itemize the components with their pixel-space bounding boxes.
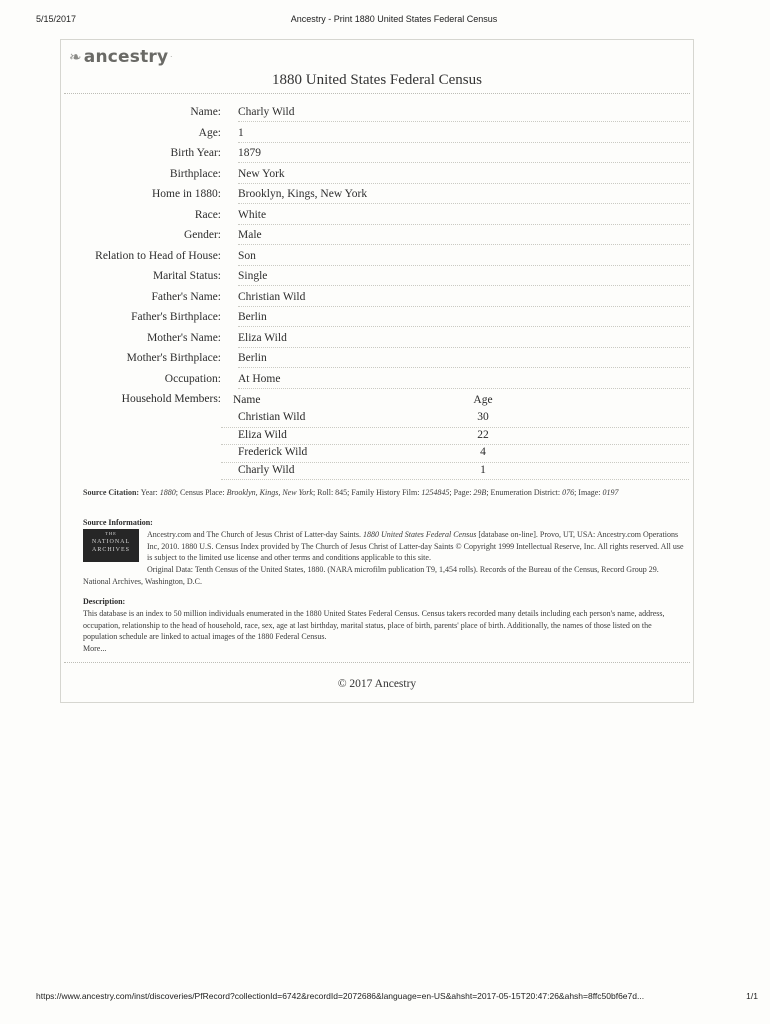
- field-value: Single: [238, 270, 690, 286]
- field-row: [61, 247, 693, 268]
- household-table: [221, 393, 689, 480]
- household-member-row: [221, 445, 689, 463]
- divider: [64, 93, 690, 94]
- source-info-text: Ancestry.com and The Church of Jesus Christ of Latter-day Saints. 1880 United States Federal Census [database on-line]. Provo, UT, USA: Ancestry.com Operations Inc, 2010. 1880 U.S. Census Index provided by The Church of Jesus Christ of Latter-day Saints © Copyright 1999 Intellectual Reserve, Inc. All rights reserved. All use is subject to the limited use license and other terms and conditions applicable to this site.: [147, 530, 684, 562]
- field-row: [61, 103, 693, 124]
- field-label: Name:: [190, 106, 221, 118]
- field-value: 1: [238, 127, 690, 143]
- field-label: Race:: [194, 208, 221, 221]
- field-value: Christian Wild: [238, 291, 690, 307]
- citation-film: 1254845: [421, 488, 450, 497]
- household-member-row: [221, 428, 689, 446]
- citation-image-label: ; Image:: [574, 488, 603, 497]
- field-row: [61, 144, 693, 165]
- field-value: Berlin: [238, 352, 690, 368]
- field-value: Berlin: [238, 311, 690, 327]
- field-row: [61, 349, 693, 370]
- household-member-row: [221, 410, 689, 428]
- household-col-name: Name: [233, 394, 261, 406]
- citation-place-label: ; Census Place:: [175, 488, 225, 497]
- print-header: [36, 14, 752, 28]
- field-label: Birthplace:: [169, 167, 221, 180]
- field-row: [61, 370, 693, 391]
- member-name[interactable]: Frederick Wild: [238, 446, 308, 458]
- print-date: 5/15/2017: [36, 14, 77, 24]
- field-row: [61, 185, 693, 206]
- field-row: [61, 124, 693, 145]
- field-label: Birth Year:: [170, 147, 221, 159]
- field-value: At Home: [238, 373, 690, 389]
- logo-wordmark: ancestry: [83, 47, 169, 67]
- citation-page-label: ; Page:: [449, 488, 474, 497]
- member-name[interactable]: Charly Wild: [238, 463, 295, 476]
- member-name[interactable]: Christian Wild: [238, 411, 306, 423]
- database-title: 1880 United States Federal Census: [363, 530, 477, 539]
- logo-tm: ·: [170, 53, 173, 61]
- field-label: Home in 1880:: [152, 188, 221, 200]
- member-age: 4: [480, 446, 486, 458]
- field-row: [61, 329, 693, 350]
- member-name[interactable]: Eliza Wild: [238, 428, 287, 441]
- citation-year: 1880: [159, 488, 176, 497]
- field-label: Gender:: [183, 229, 221, 241]
- field-row: [61, 288, 693, 309]
- print-page-title: Ancestry - Print 1880 United States Federal Census: [290, 14, 498, 24]
- record-fields: [61, 103, 693, 390]
- citation-image: 0197: [602, 488, 619, 497]
- field-label: Mother's Birthplace:: [126, 352, 221, 364]
- field-value: Male: [238, 229, 690, 245]
- field-label: Marital Status:: [152, 270, 221, 282]
- field-row: [61, 226, 693, 247]
- field-value: Charly Wild: [238, 106, 690, 122]
- description-text: This database is an index to 50 million individuals enumerated in the 1880 United States Federal Census. Census takers recorded many details including each person's name, address, occupation, relationship to the head of household, race, sex, age at last birthday, marital status, place of birth, parents' place of birth. Additionally, the names of those listed on the population schedule are linked to actual images of the 1880 Federal Census.: [83, 609, 665, 641]
- page-url: https://www.ancestry.com/inst/discoveries/PfRecord?collectionId=6742&recordId=2072686&language=en-US&ahsht=2017-05-15T20:47:26&ahsh=8ffc50bf6e7d...: [36, 991, 645, 1001]
- household-label: Household Members:: [121, 393, 221, 405]
- record-card: [60, 39, 694, 703]
- field-row: [61, 206, 693, 227]
- member-age: 1: [480, 463, 486, 476]
- household-member-row: [221, 463, 689, 481]
- field-label: Age:: [198, 126, 221, 139]
- citation-district-label: ; Enumeration District:: [486, 488, 563, 497]
- source-info-heading: Source Information:: [83, 518, 153, 527]
- ancestry-logo[interactable]: [69, 47, 172, 67]
- field-label: Relation to Head of House:: [95, 249, 221, 262]
- field-row: [61, 308, 693, 329]
- record-title: 1880 United States Federal Census: [272, 72, 482, 88]
- citation-roll: ; Roll: 845; Family History Film:: [312, 488, 422, 497]
- print-footer: [36, 991, 758, 1005]
- source-citation: [83, 487, 683, 499]
- field-value: 1879: [238, 147, 690, 163]
- description-heading: Description:: [83, 597, 126, 606]
- field-value: New York: [238, 168, 690, 184]
- field-value: White: [238, 209, 690, 225]
- household-col-age: Age: [473, 394, 493, 406]
- field-row: [61, 267, 693, 288]
- leaf-icon: ❧: [69, 48, 82, 66]
- citation-label: Source Citation:: [83, 488, 140, 497]
- member-age: 22: [477, 428, 489, 441]
- citation-page: 29B: [473, 488, 487, 497]
- member-age: 30: [477, 411, 489, 423]
- more-link[interactable]: More...: [83, 644, 107, 653]
- citation-place: Brooklyn, Kings, New York: [226, 488, 313, 497]
- divider: [64, 662, 690, 663]
- national-archives-logo: THE NATIONAL ARCHIVES: [83, 529, 139, 562]
- field-value: Brooklyn, Kings, New York: [238, 188, 690, 204]
- citation-district: 076: [562, 488, 575, 497]
- field-label: Father's Name:: [151, 290, 221, 303]
- field-label: Mother's Name:: [147, 331, 221, 344]
- household-header-row: [221, 393, 689, 410]
- page-number: 1/1: [746, 991, 758, 1001]
- copyright: © 2017 Ancestry: [337, 678, 417, 690]
- field-label: Occupation:: [164, 372, 221, 385]
- field-value: Son: [238, 250, 690, 266]
- field-label: Father's Birthplace:: [131, 311, 221, 323]
- original-data-text: Original Data: Tenth Census of the United States, 1880. (NARA microfilm publication T9, 1,454 rolls). Records of the Bureau of the Census, Record Group 29. National Archives, Washington, D.C.: [83, 565, 659, 586]
- citation-year-label: Year:: [140, 488, 158, 497]
- field-row: [61, 165, 693, 186]
- field-value: Eliza Wild: [238, 332, 690, 348]
